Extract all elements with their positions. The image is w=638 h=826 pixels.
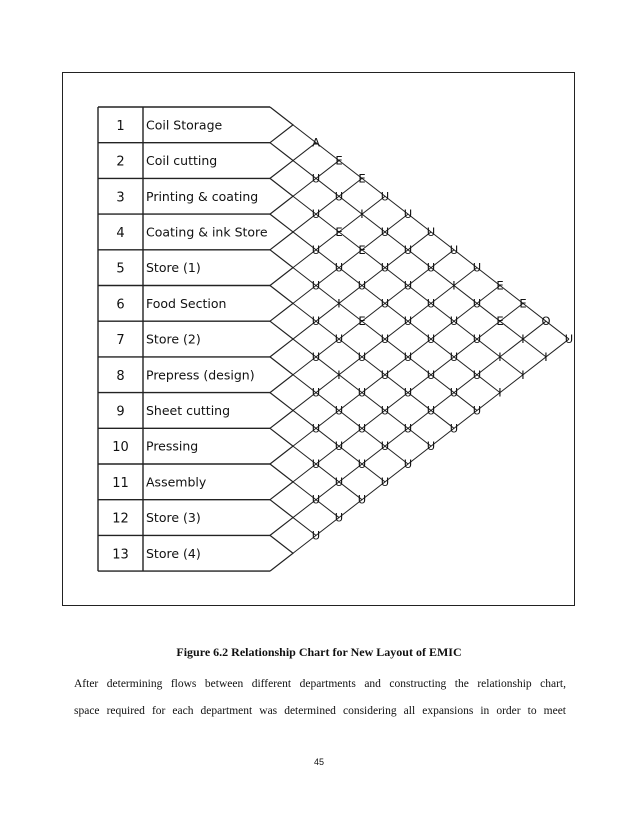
lattice-line-down bbox=[293, 375, 408, 464]
relationship-code: U bbox=[311, 385, 321, 400]
relationship-code: U bbox=[311, 457, 321, 471]
relationship-code: I bbox=[521, 367, 525, 382]
relationship-code: U bbox=[311, 528, 321, 543]
relationship-code: E bbox=[358, 242, 366, 257]
row-arrow bbox=[270, 107, 293, 143]
paragraph-line-1: After determining flows between different departments and constructing the relationship chart, bbox=[74, 678, 566, 690]
lattice-line-down bbox=[293, 232, 500, 393]
lattice-line-up bbox=[293, 178, 362, 232]
relationship-code: U bbox=[472, 367, 482, 382]
row-arrow bbox=[270, 393, 293, 429]
department-name: Food Section bbox=[146, 295, 227, 311]
lattice-line-up bbox=[293, 321, 546, 517]
row-arrow bbox=[270, 250, 293, 286]
relationship-code: U bbox=[426, 332, 436, 347]
row-arrow bbox=[270, 286, 293, 322]
relationship-code: E bbox=[335, 153, 343, 168]
relationship-code: U bbox=[334, 260, 344, 275]
department-name: Printing & coating bbox=[146, 188, 259, 204]
department-number: 1 bbox=[116, 118, 125, 134]
relationship-code: U bbox=[380, 332, 390, 347]
department-name: Store (1) bbox=[146, 260, 201, 276]
relationship-code: U bbox=[426, 296, 436, 311]
relationship-code: U bbox=[449, 242, 459, 257]
relationship-code: U bbox=[357, 278, 367, 293]
department-name: Store (3) bbox=[146, 510, 201, 526]
department-number: 13 bbox=[112, 547, 129, 563]
relationship-code: U bbox=[334, 332, 344, 347]
relationship-code: U bbox=[311, 349, 321, 364]
relationship-code: I bbox=[337, 296, 341, 311]
relationship-code: U bbox=[334, 474, 344, 489]
department-number: 2 bbox=[116, 154, 125, 170]
relationship-code: E bbox=[519, 296, 527, 311]
row-arrow bbox=[270, 428, 293, 464]
relationship-code: I bbox=[337, 367, 341, 382]
row-arrow bbox=[270, 321, 293, 357]
department-number: 10 bbox=[112, 440, 129, 456]
lattice-line-down bbox=[293, 161, 546, 357]
department-name: Pressing bbox=[146, 438, 199, 454]
relationship-code: U bbox=[380, 224, 390, 239]
relationship-code: U bbox=[403, 207, 413, 222]
relationship-code: U bbox=[380, 296, 390, 311]
relationship-code: U bbox=[380, 474, 390, 489]
relationship-code: E bbox=[496, 278, 504, 293]
relationship-code: U bbox=[472, 260, 482, 275]
relationship-code: U bbox=[472, 332, 482, 347]
department-name: Sheet cutting bbox=[146, 402, 231, 418]
relationship-code: A bbox=[312, 135, 320, 150]
relationship-code: I bbox=[498, 385, 502, 400]
relationship-code: U bbox=[311, 314, 321, 329]
relationship-code: U bbox=[380, 189, 390, 204]
relationship-code: U bbox=[380, 367, 390, 382]
department-name: Store (4) bbox=[146, 545, 201, 561]
relationship-code: U bbox=[403, 421, 413, 436]
relationship-code: U bbox=[357, 457, 367, 471]
relationship-code: U bbox=[334, 439, 344, 454]
row-arrow bbox=[270, 214, 293, 250]
page-number: 45 bbox=[313, 757, 324, 767]
paragraph-line-2: space required for each department was determined considering all expansions in order to meet bbox=[74, 705, 566, 717]
relationship-code: E bbox=[358, 314, 366, 329]
department-name: Prepress (design) bbox=[146, 367, 255, 383]
relationship-code: U bbox=[449, 314, 459, 329]
department-number: 5 bbox=[116, 261, 125, 277]
relationship-code: U bbox=[311, 421, 321, 436]
relationship-code: O bbox=[541, 314, 551, 329]
department-number: 12 bbox=[112, 511, 129, 527]
relationship-code: U bbox=[311, 492, 321, 507]
relationship-code: U bbox=[449, 349, 459, 364]
department-number: 7 bbox=[116, 333, 125, 349]
lattice-line-up bbox=[293, 214, 408, 303]
row-arrow bbox=[270, 500, 293, 536]
relationship-code: U bbox=[403, 457, 413, 471]
relationship-code: U bbox=[472, 403, 482, 418]
department-number: 4 bbox=[116, 225, 125, 241]
department-name: Coil cutting bbox=[146, 153, 218, 169]
relationship-code: I bbox=[521, 332, 525, 347]
relationship-code: E bbox=[496, 314, 504, 329]
relationship-code: E bbox=[358, 171, 366, 186]
relationship-code: U bbox=[311, 171, 321, 186]
relationship-code: U bbox=[334, 189, 344, 204]
relationship-code: I bbox=[452, 278, 456, 293]
relationship-code: U bbox=[403, 242, 413, 257]
figure-frame bbox=[62, 72, 575, 606]
relationship-code: U bbox=[403, 385, 413, 400]
relationship-code: U bbox=[357, 349, 367, 364]
relationship-code: I bbox=[498, 349, 502, 364]
relationship-code: U bbox=[380, 260, 390, 275]
relationship-code: U bbox=[449, 421, 459, 436]
relationship-code: U bbox=[426, 439, 436, 454]
relationship-code: U bbox=[311, 278, 321, 293]
row-arrow bbox=[270, 464, 293, 500]
relationship-code: U bbox=[334, 510, 344, 525]
row-arrow bbox=[270, 357, 293, 393]
department-name: Coating & ink Store bbox=[146, 224, 268, 240]
relationship-code: U bbox=[334, 403, 344, 418]
department-name: Coil Storage bbox=[146, 117, 223, 133]
relationship-code: U bbox=[357, 385, 367, 400]
relationship-code: U bbox=[426, 224, 436, 239]
relationship-code: U bbox=[403, 278, 413, 293]
relationship-code: U bbox=[472, 296, 482, 311]
row-arrow bbox=[270, 143, 293, 179]
relationship-code: U bbox=[357, 421, 367, 436]
relationship-code: U bbox=[449, 385, 459, 400]
department-number: 8 bbox=[116, 368, 125, 384]
figure-caption: Figure 6.2 Relationship Chart for New Layout of EMIC bbox=[176, 645, 462, 659]
department-number: 3 bbox=[116, 190, 125, 206]
relationship-code: U bbox=[564, 332, 574, 347]
lattice-line-up bbox=[293, 286, 500, 447]
department-name: Store (2) bbox=[146, 331, 201, 347]
row-arrow bbox=[270, 535, 293, 571]
relationship-code: U bbox=[380, 439, 390, 454]
department-number: 6 bbox=[116, 297, 125, 313]
department-number: 9 bbox=[116, 404, 125, 420]
relationship-code: I bbox=[360, 207, 364, 222]
department-number: 11 bbox=[112, 475, 129, 491]
relationship-code: U bbox=[311, 207, 321, 222]
relationship-chart bbox=[63, 73, 574, 605]
relationship-code: U bbox=[403, 314, 413, 329]
relationship-code: U bbox=[311, 242, 321, 257]
relationship-code: E bbox=[335, 224, 343, 239]
relationship-code: I bbox=[544, 349, 548, 364]
department-name: Assembly bbox=[146, 474, 207, 490]
lattice-line-down bbox=[293, 446, 362, 500]
relationship-code: U bbox=[380, 403, 390, 418]
relationship-code: U bbox=[357, 492, 367, 507]
relationship-code: U bbox=[403, 349, 413, 364]
relationship-code: U bbox=[426, 403, 436, 418]
relationship-code: U bbox=[426, 367, 436, 382]
relationship-code: U bbox=[426, 260, 436, 275]
row-arrow bbox=[270, 178, 293, 214]
